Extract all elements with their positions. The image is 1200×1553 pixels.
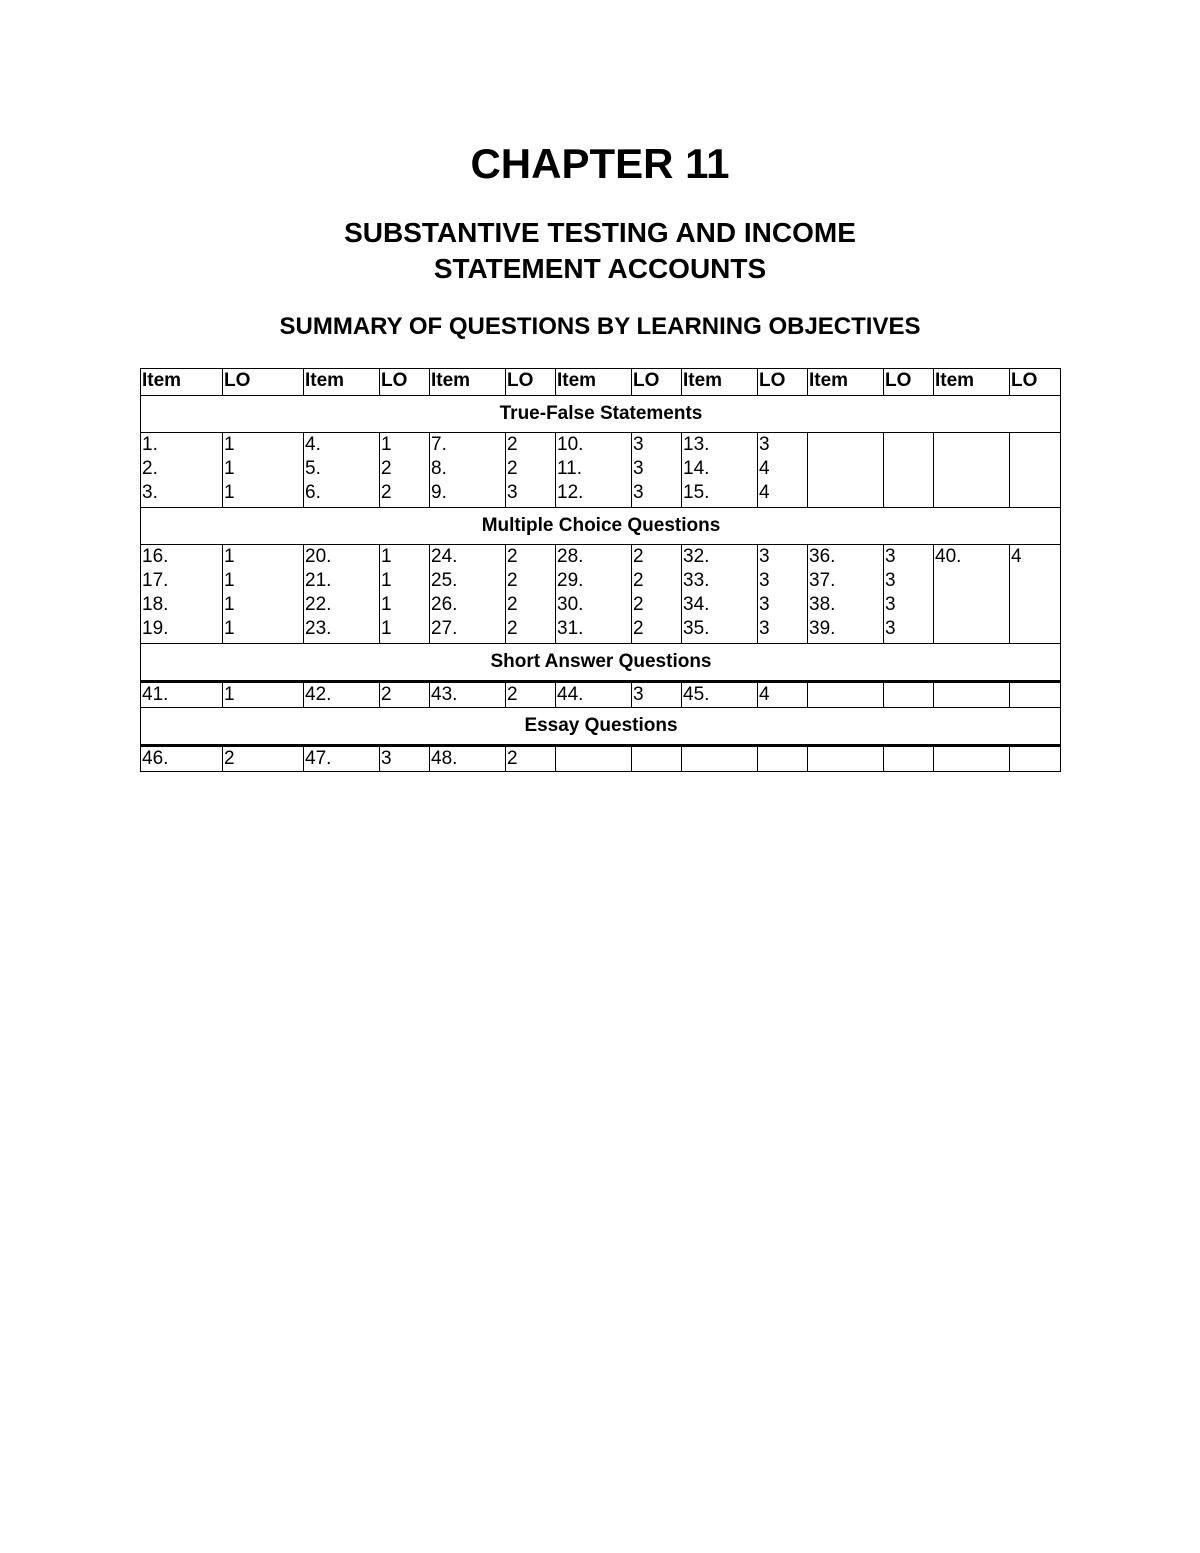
lo-value: 1 <box>224 618 235 639</box>
lo-value: 2 <box>507 684 518 705</box>
lo-value: 1 <box>224 482 235 503</box>
lo-value: 1 <box>224 458 235 479</box>
item-number: 21. <box>305 570 332 591</box>
item-number: 18. <box>142 594 169 615</box>
column-header-item: Item <box>141 369 223 396</box>
lo-value: 3 <box>759 546 770 567</box>
item-number: 11. <box>557 458 583 479</box>
lo-value: 1 <box>381 570 392 591</box>
item-number: 30. <box>557 594 584 615</box>
lo-value: 3 <box>759 434 770 455</box>
lo-value: 2 <box>507 458 518 479</box>
lo-cell <box>223 433 304 508</box>
item-number: 8. <box>431 458 447 479</box>
lo-value: 1 <box>381 594 392 615</box>
item-number: 44. <box>557 684 584 705</box>
lo-cell <box>1010 682 1061 708</box>
item-cell <box>430 746 506 772</box>
lo-cell <box>632 545 682 644</box>
lo-value: 2 <box>507 748 518 769</box>
column-header-lo: LO <box>884 369 934 396</box>
item-number: 6. <box>305 482 321 503</box>
item-number: 48. <box>431 748 458 769</box>
column-header-item: Item <box>682 369 758 396</box>
item-number: 4. <box>305 434 321 455</box>
lo-cell <box>223 545 304 644</box>
lo-value: 2 <box>381 684 392 705</box>
lo-value: 2 <box>507 618 518 639</box>
item-cell <box>934 746 1010 772</box>
lo-value: 3 <box>507 482 518 503</box>
lo-value: 3 <box>633 684 644 705</box>
lo-cell <box>758 545 808 644</box>
lo-value: 3 <box>885 594 896 615</box>
column-header-lo: LO <box>223 369 304 396</box>
lo-cell <box>758 682 808 708</box>
item-cell <box>556 746 632 772</box>
item-number: 2. <box>142 458 158 479</box>
lo-value: 1 <box>224 684 235 705</box>
lo-value: 3 <box>759 618 770 639</box>
lo-cell <box>380 545 430 644</box>
lo-value: 3 <box>759 594 770 615</box>
lo-cell <box>380 433 430 508</box>
lo-cell <box>884 682 934 708</box>
item-number: 5. <box>305 458 321 479</box>
column-header-lo: LO <box>1010 369 1061 396</box>
lo-cell <box>884 545 934 644</box>
lo-cell <box>1010 746 1061 772</box>
lo-value: 2 <box>381 458 392 479</box>
item-cell <box>430 682 506 708</box>
item-number: 20. <box>305 546 332 567</box>
item-cell <box>304 682 380 708</box>
item-number: 42. <box>305 684 332 705</box>
item-cell <box>430 433 506 508</box>
lo-cell <box>884 746 934 772</box>
lo-cell <box>1010 545 1061 644</box>
item-number: 29. <box>557 570 584 591</box>
item-number: 7. <box>431 434 447 455</box>
item-number: 27. <box>431 618 458 639</box>
section-title-row <box>141 644 1061 682</box>
lo-value: 3 <box>381 748 392 769</box>
lo-value: 2 <box>633 570 644 591</box>
lo-cell <box>223 746 304 772</box>
item-number: 22. <box>305 594 332 615</box>
header-row <box>141 369 1061 396</box>
item-number: 39. <box>809 618 836 639</box>
lo-value: 3 <box>885 570 896 591</box>
item-cell <box>304 746 380 772</box>
item-cell <box>808 433 884 508</box>
column-header-item: Item <box>934 369 1010 396</box>
learning-objectives-table <box>140 368 1061 772</box>
lo-value: 2 <box>633 618 644 639</box>
item-cell <box>141 746 223 772</box>
lo-value: 2 <box>633 594 644 615</box>
item-number: 23. <box>305 618 332 639</box>
section-title-row <box>141 708 1061 746</box>
item-number: 45. <box>683 684 710 705</box>
item-number: 33. <box>683 570 710 591</box>
lo-cell <box>758 746 808 772</box>
item-number: 1. <box>142 434 158 455</box>
item-number: 13. <box>683 434 710 455</box>
lo-cell <box>632 746 682 772</box>
item-number: 46. <box>142 748 169 769</box>
item-number: 12. <box>557 482 584 503</box>
item-cell <box>430 545 506 644</box>
lo-value: 4 <box>759 482 770 503</box>
item-cell <box>304 545 380 644</box>
item-number: 28. <box>557 546 584 567</box>
item-number: 3. <box>142 482 158 503</box>
item-cell <box>682 545 758 644</box>
lo-cell <box>506 682 556 708</box>
item-number: 37. <box>809 570 836 591</box>
item-number: 35. <box>683 618 710 639</box>
lo-value: 2 <box>224 748 235 769</box>
item-cell <box>808 682 884 708</box>
lo-cell <box>1010 433 1061 508</box>
item-number: 19. <box>142 618 169 639</box>
column-header-item: Item <box>556 369 632 396</box>
item-cell <box>682 746 758 772</box>
item-number: 31. <box>557 618 584 639</box>
summary-heading: SUMMARY OF QUESTIONS BY LEARNING OBJECTIVES <box>279 313 921 340</box>
column-header-lo: LO <box>632 369 682 396</box>
item-number: 10. <box>557 434 584 455</box>
item-cell <box>141 433 223 508</box>
lo-value: 3 <box>759 570 770 591</box>
lo-cell <box>632 682 682 708</box>
lo-value: 1 <box>224 594 235 615</box>
lo-cell <box>223 682 304 708</box>
lo-cell <box>380 682 430 708</box>
item-number: 34. <box>683 594 710 615</box>
item-cell <box>556 682 632 708</box>
lo-value: 2 <box>507 546 518 567</box>
item-number: 14. <box>683 458 710 479</box>
lo-cell <box>506 545 556 644</box>
table-body <box>141 369 1061 772</box>
lo-value: 1 <box>224 546 235 567</box>
item-cell <box>141 545 223 644</box>
lo-value: 3 <box>633 434 644 455</box>
item-cell <box>682 433 758 508</box>
item-cell <box>141 682 223 708</box>
column-header-lo: LO <box>758 369 808 396</box>
item-number: 15. <box>683 482 710 503</box>
item-cell <box>808 545 884 644</box>
lo-value: 3 <box>885 618 896 639</box>
lo-cell <box>380 746 430 772</box>
item-number: 38. <box>809 594 836 615</box>
item-cell <box>934 545 1010 644</box>
lo-cell <box>884 433 934 508</box>
section-title: Short Answer Questions <box>141 644 1061 682</box>
section-data-row <box>141 545 1061 644</box>
item-cell <box>556 433 632 508</box>
item-number: 9. <box>431 482 447 503</box>
lo-value: 3 <box>885 546 896 567</box>
item-cell <box>556 545 632 644</box>
lo-cell <box>506 746 556 772</box>
item-number: 16. <box>142 546 169 567</box>
lo-value: 4 <box>759 458 770 479</box>
lo-value: 1 <box>381 546 392 567</box>
item-number: 32. <box>683 546 710 567</box>
item-number: 17. <box>142 570 169 591</box>
lo-value: 1 <box>224 434 235 455</box>
column-header-item: Item <box>808 369 884 396</box>
lo-value: 1 <box>381 618 392 639</box>
section-title-row <box>141 508 1061 545</box>
item-cell <box>808 746 884 772</box>
column-header-lo: LO <box>380 369 430 396</box>
item-number: 36. <box>809 546 836 567</box>
column-header-item: Item <box>430 369 506 396</box>
item-cell <box>934 682 1010 708</box>
item-cell <box>304 433 380 508</box>
lo-value: 2 <box>507 594 518 615</box>
item-number: 25. <box>431 570 458 591</box>
section-title-row <box>141 396 1061 433</box>
section-title: Essay Questions <box>141 708 1061 746</box>
lo-value: 1 <box>224 570 235 591</box>
chapter-subtitle: SUBSTANTIVE TESTING AND INCOME STATEMENT ACCOUNTS <box>344 217 856 284</box>
lo-value: 4 <box>1011 546 1022 567</box>
column-header-lo: LO <box>506 369 556 396</box>
lo-cell <box>632 433 682 508</box>
column-header-item: Item <box>304 369 380 396</box>
section-data-row <box>141 682 1061 708</box>
lo-value: 2 <box>381 482 392 503</box>
lo-cell <box>758 433 808 508</box>
item-number: 40. <box>935 546 962 567</box>
section-title: Multiple Choice Questions <box>141 508 1061 545</box>
lo-value: 3 <box>633 482 644 503</box>
chapter-title: CHAPTER 11 <box>470 140 730 187</box>
section-title: True-False Statements <box>141 396 1061 433</box>
lo-value: 1 <box>381 434 392 455</box>
section-data-row <box>141 433 1061 508</box>
lo-value: 2 <box>507 434 518 455</box>
item-number: 26. <box>431 594 458 615</box>
item-number: 47. <box>305 748 332 769</box>
section-data-row <box>141 746 1061 772</box>
item-number: 43. <box>431 684 458 705</box>
item-cell <box>682 682 758 708</box>
lo-cell <box>506 433 556 508</box>
lo-value: 3 <box>633 458 644 479</box>
lo-value: 2 <box>507 570 518 591</box>
item-cell <box>934 433 1010 508</box>
lo-value: 4 <box>759 684 770 705</box>
lo-value: 2 <box>633 546 644 567</box>
item-number: 41. <box>142 684 169 705</box>
item-number: 24. <box>431 546 458 567</box>
